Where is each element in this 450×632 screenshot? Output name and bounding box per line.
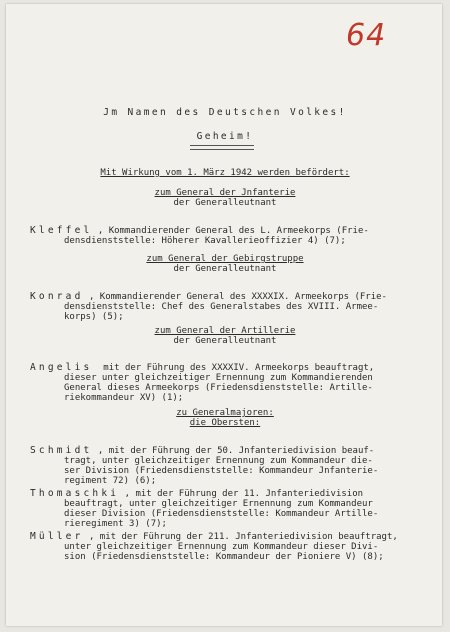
promotion-intro: Mit Wirkung vom 1. März 1942 werden befördert: [100,168,350,178]
section-title: zum General der Gebirgstruppe [146,254,304,264]
entry-line: unter gleichzeitiger Ernennung zum Kommandeur dieser Divi- [64,542,379,552]
entry-name: Müller [30,531,84,542]
entry-name: Angelis [30,362,93,373]
entry-name: Kleffel [30,225,93,236]
entry-line: , Kommandierender General des XXXXIX. Armeekorps (Frie- [88,292,387,302]
entry-name: Thomaschki [30,488,120,499]
classification-double-underline [190,145,254,150]
promotion-entry [30,522,430,562]
entry-line: dieser unter gleichzeitiger Ernennung zum Kommandierenden [64,373,373,383]
entry-line: , Kommandierender General des L. Armeekorps (Frie- [97,226,369,236]
entry-line: sion (Friedensdienststelle: Kommandeur der Pioniere V) (8); [64,552,384,562]
section-title: zu Generalmajoren: [176,408,274,418]
section-subtitle: der Generalleutnant [173,336,277,346]
promotion-entry [30,353,430,403]
page-number: 64 [346,18,387,53]
section-subtitle: die Obersten: [189,418,261,428]
promotion-entry [30,282,430,322]
section-title: zum General der Jnfanterie [154,188,296,198]
entry-line: , mit der Führung der 11. Jnfanteriedivision [124,489,364,499]
entry-line: densdienststelle: Chef des Generalstabes des XVIII. Armee- [64,302,379,312]
entry-name: Schmidt [30,445,93,456]
entry-line: riekommandeur XV) (1); [64,393,184,403]
entry-line: regiment 72) (6); [64,476,157,486]
entry-line: korps) (5); [64,312,124,322]
entry-line: mit der Führung des XXXXIV. Armeekorps beauftragt, [103,363,375,373]
entry-line: beauftragt, unter gleichzeitiger Ernennung zum Kommandeur [64,499,373,509]
promotion-entry [30,216,430,246]
entry-line: ser Division (Friedensdienststelle: Kommandeur Jnfanterie- [64,466,379,476]
section-title: zum General der Artillerie [154,326,296,336]
entry-line: tragt, unter gleichzeitiger Ernennung zum Kommandeur die- [64,456,373,466]
entry-line: rieregiment 3) (7); [64,519,167,529]
entry-line: densdienststelle: Höherer Kavallerieoffizier 4) (7); [64,236,346,246]
section-subtitle: der Generalleutnant [173,198,277,208]
entry-line: General dieses Armeekorps (Friedensdienststelle: Artille- [64,383,373,393]
classification-label: Geheim! [196,131,254,142]
entry-line: , mit der Führung der 211. Jnfanteriedivision beauftragt, [88,532,398,542]
section-subtitle: der Generalleutnant [173,264,277,274]
entry-line: , mit der Führung der 50. Jnfanteriedivision beauf- [97,446,375,456]
entry-name: Konrad [30,291,84,302]
entry-line: dieser Division (Friedensdienststelle: Kommandeur Artille- [64,509,379,519]
document-heading: Jm Namen des Deutschen Volkes! [103,107,347,118]
